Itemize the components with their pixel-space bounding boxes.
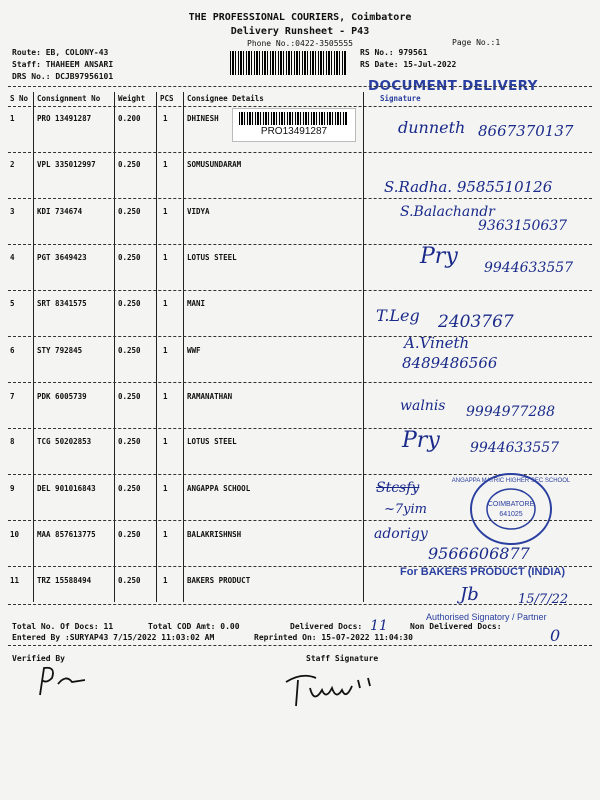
row-pcs: 1: [163, 207, 168, 216]
row-weight: 0.250: [118, 530, 141, 539]
row-consignment: KDI 734674: [37, 207, 83, 216]
row-consignment: STY 792845: [37, 346, 83, 355]
row-consignee: LOTUS STEEL: [187, 437, 237, 446]
row-sno: 7: [10, 392, 15, 401]
rs-number: RS No.: 979561: [360, 48, 428, 57]
table-bottom-rule: [8, 604, 592, 605]
row-weight: 0.250: [118, 576, 141, 585]
row-consignment: VPL 335012997: [37, 160, 96, 169]
table-row: [0, 346, 600, 360]
row-sno: 1: [10, 114, 15, 123]
col-consignee: Consignee Details: [187, 94, 264, 103]
row-weight: 0.250: [118, 160, 141, 169]
row-sno: 3: [10, 207, 15, 216]
delivered-docs: Delivered Docs:: [290, 622, 363, 631]
row-consignee: VIDYA: [187, 207, 210, 216]
row-rule: [8, 198, 592, 199]
row-consignment: PDK 6005739: [37, 392, 87, 401]
row-weight: 0.250: [118, 484, 141, 493]
signature-9: Stcsfy: [376, 480, 420, 496]
row-consignment: PRO 13491287: [37, 114, 92, 123]
signature-3: S.Balachandr: [400, 204, 495, 220]
delivered-docs-value: 11: [370, 618, 388, 634]
row-weight: 0.250: [118, 253, 141, 262]
bakers-signatory: Authorised Signatory / Partner: [426, 612, 547, 622]
runsheet-subtitle: Delivery Runsheet - P43: [230, 26, 370, 37]
row-pcs: 1: [163, 530, 168, 539]
seal-name: ANGAPPA MATRIC HIGHER SEC SCHOOL: [451, 478, 571, 484]
row-consignee: ANGAPPA SCHOOL: [187, 484, 251, 493]
entered-by: Entered By :SURYAP43 7/15/2022 11:03:02 AM: [12, 633, 215, 642]
col-consignment: Consignment No: [37, 94, 101, 103]
signature-6: A.Vineth: [404, 334, 470, 352]
row-pcs: 1: [163, 253, 168, 262]
document-delivery-stamp: DOCUMENT DELIVERY: [368, 78, 538, 94]
reprinted-on: Reprinted On: 15-07-2022 11:04:30: [254, 633, 413, 642]
row-sno: 2: [10, 160, 15, 169]
row-consignee: BAKERS PRODUCT: [187, 576, 251, 585]
row-sno: 10: [10, 530, 20, 539]
row-weight: 0.250: [118, 346, 141, 355]
row-note: 9944633557: [484, 260, 574, 276]
signature-9b: ~7yim: [384, 502, 427, 517]
staff-signature-label: Staff Signature: [306, 654, 379, 663]
row-consignee: WWF: [187, 346, 201, 355]
row-weight: 0.250: [118, 437, 141, 446]
verified-by-label: Verified By: [12, 654, 65, 663]
row-note: 8667370137: [478, 122, 574, 140]
seal-city: COIMBATORE: [487, 501, 535, 508]
row-consignment: TCG 50202853: [37, 437, 92, 446]
total-cod: Total COD Amt: 0.00: [148, 622, 240, 631]
header-bottom-rule: [8, 106, 592, 107]
row-rule: [8, 152, 592, 153]
table-row: [0, 299, 600, 313]
row-note: 2403767: [438, 312, 514, 332]
row-consignee: SOMUSUNDARAM: [187, 160, 242, 169]
row-note: 8489486566: [402, 354, 498, 372]
page-number: Page No.:1: [452, 38, 501, 47]
row-note: S.Radha. 9585510126: [384, 178, 553, 196]
signature-10: adorigy: [374, 526, 428, 542]
row-sno: 11: [10, 576, 20, 585]
row-consignee: BALAKRISHNSH: [187, 530, 242, 539]
row-weight: 0.250: [118, 299, 141, 308]
row-weight: 0.200: [118, 114, 141, 123]
row-consignment: MAA 857613775: [37, 530, 96, 539]
row-note: 9944633557: [470, 440, 560, 456]
table-row: [0, 576, 600, 590]
row-consignee: MANI: [187, 299, 206, 308]
row-pcs: 1: [163, 114, 168, 123]
row-note: 9994977288: [466, 404, 556, 420]
col-pcs: PCS: [160, 94, 174, 103]
phone-number: Phone No.:0422-3505555: [247, 39, 353, 48]
row-pcs: 1: [163, 484, 168, 493]
row-note: 9566606877: [428, 544, 530, 563]
row-consignment: TRZ 15588494: [37, 576, 92, 585]
col-sno: S No: [10, 94, 29, 103]
signature-1: dunneth: [398, 118, 466, 137]
signature-7: walnis: [400, 398, 446, 414]
row-consignment: DEL 901016843: [37, 484, 96, 493]
row-consignment: PGT 3649423: [37, 253, 87, 262]
signature-4: Pry: [420, 244, 458, 269]
row-rule: [8, 428, 592, 429]
barcode: [230, 51, 346, 75]
row-pcs: 1: [163, 160, 168, 169]
route: Route: EB, COLONY-43: [12, 48, 109, 57]
row-note: 15/7/22: [518, 592, 569, 607]
table-row: [0, 160, 600, 174]
row-sno: 8: [10, 437, 15, 446]
row-note: 9363150637: [478, 218, 568, 234]
row-rule: [8, 290, 592, 291]
row-sno: 6: [10, 346, 15, 355]
staff-signature: [280, 666, 380, 716]
row-weight: 0.250: [118, 207, 141, 216]
row-pcs: 1: [163, 576, 168, 585]
row-weight: 0.250: [118, 392, 141, 401]
footer-rule: [8, 645, 592, 646]
header-top-rule: [8, 86, 592, 87]
col-weight: Weight: [118, 94, 146, 103]
drs-number: DRS No.: DCJB97956101: [12, 72, 114, 81]
row-pcs: 1: [163, 392, 168, 401]
rs-date: RS Date: 15-Jul-2022: [360, 60, 457, 69]
staff: Staff: THAHEEM ANSARI: [12, 60, 114, 69]
row-sno: 5: [10, 299, 15, 308]
total-docs: Total No. Of Docs: 11: [12, 622, 114, 631]
row-pcs: 1: [163, 299, 168, 308]
row-consignee: DHINESH: [187, 114, 219, 123]
barcode-label-text: PRO13491287: [260, 126, 328, 137]
non-delivered-value: 0: [550, 626, 561, 645]
signature-8: Pry: [402, 428, 440, 453]
table-row: [0, 530, 600, 544]
verified-signature: [30, 660, 90, 700]
row-rule: [8, 520, 592, 521]
row-sno: 9: [10, 484, 15, 493]
row-consignee: RAMANATHAN: [187, 392, 233, 401]
barcode-label: [232, 108, 356, 142]
signature-11: Jb: [460, 584, 479, 605]
seal-pin: 641025: [499, 511, 523, 518]
row-pcs: 1: [163, 346, 168, 355]
bakers-stamp: For BAKERS PRODUCT (INDIA): [400, 566, 565, 578]
row-rule: [8, 382, 592, 383]
row-rule: [8, 336, 592, 337]
row-pcs: 1: [163, 437, 168, 446]
col-signature: Signature: [380, 94, 421, 103]
row-sno: 4: [10, 253, 15, 262]
signature-5: T.Leg: [376, 306, 420, 325]
row-consignment: SRT 8341575: [37, 299, 87, 308]
row-rule: [8, 244, 592, 245]
runsheet-title: THE PROFESSIONAL COURIERS, Coimbatore: [188, 12, 412, 23]
row-consignee: LOTUS STEEL: [187, 253, 237, 262]
label-barcode: [239, 112, 347, 125]
non-delivered-docs: Non Delivered Docs:: [410, 622, 502, 631]
